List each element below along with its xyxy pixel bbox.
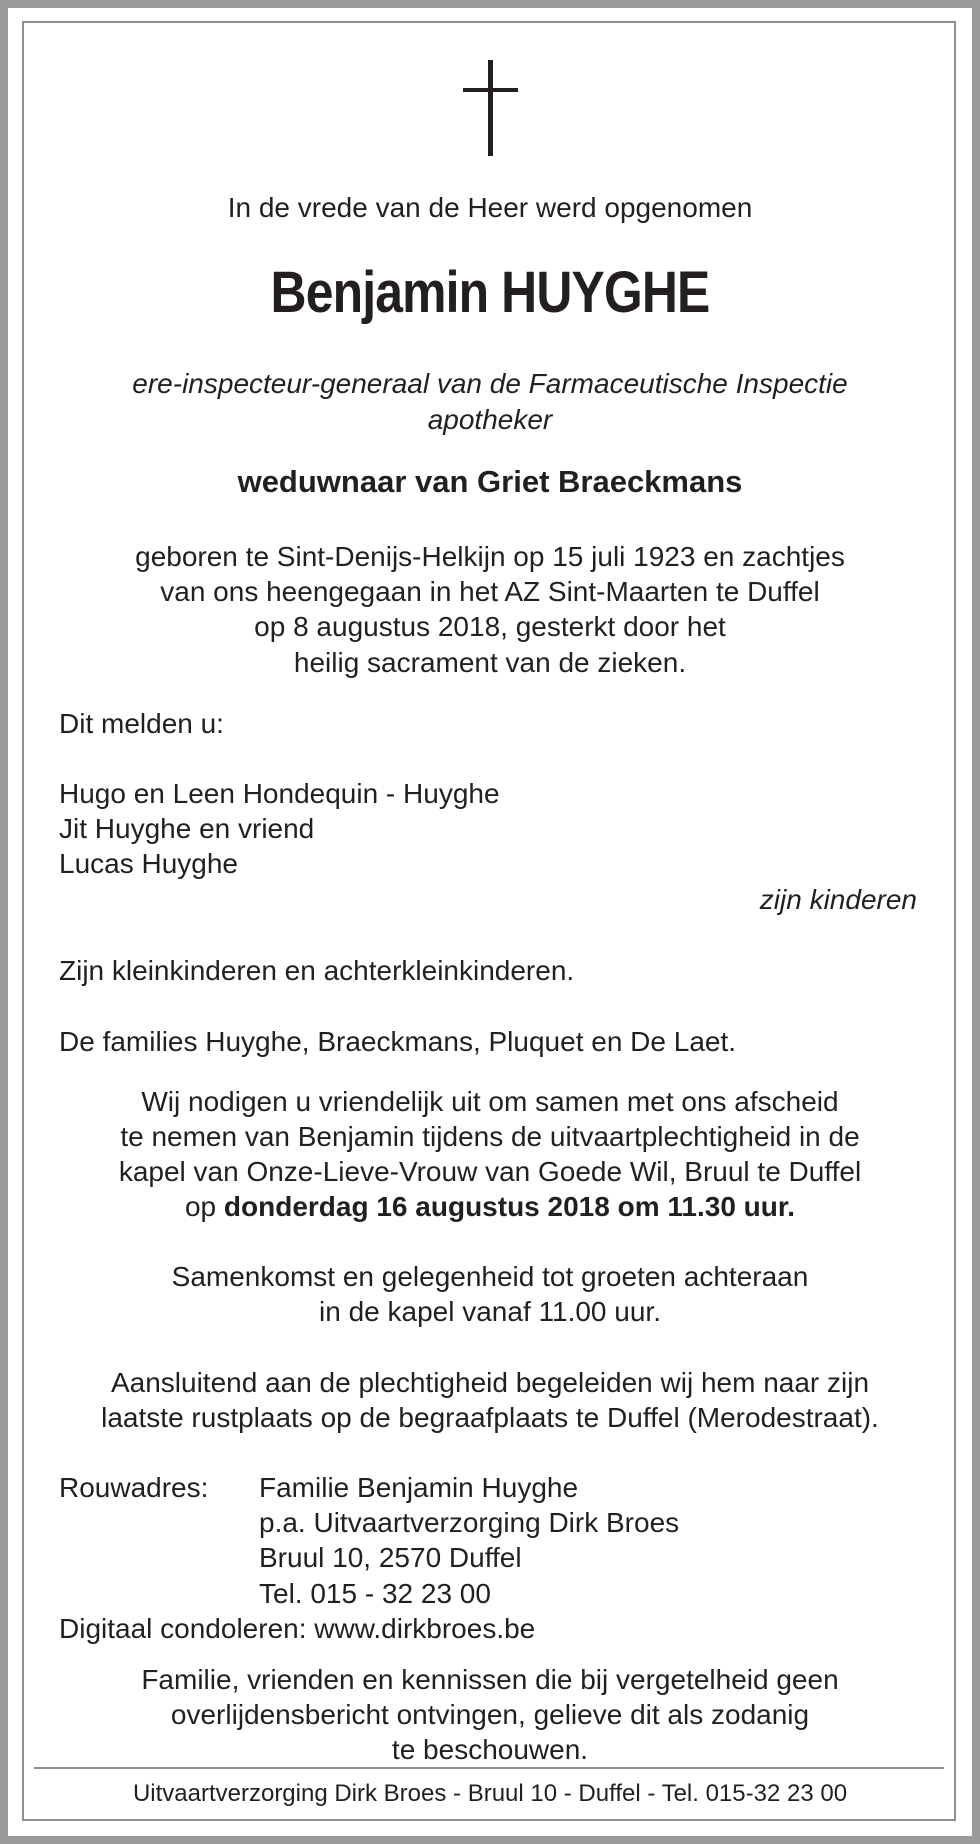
invitation-prefix: op xyxy=(184,1191,224,1222)
families-line: De families Huyghe, Braeckmans, Pluquet en De Laet. xyxy=(59,1026,737,1057)
birth-line: op 8 augustus 2018, gesterkt door het xyxy=(254,611,726,642)
address-line: p.a. Uitvaartverzorging Dirk Broes xyxy=(259,1507,680,1538)
address-line: Familie Benjamin Huyghe xyxy=(259,1472,579,1503)
invitation-date-line xyxy=(0,1189,980,1224)
announce-text: Dit melden u: xyxy=(59,708,224,739)
grandchildren-line: Zijn kleinkinderen en achterkleinkinderen. xyxy=(59,955,575,986)
intro-text: In de vrede van de Heer werd opgenomen xyxy=(227,192,753,223)
condolence-line: Digitaal condoleren: www.dirkbroes.be xyxy=(59,1613,536,1644)
widower-line: weduwnaar van Griet Braeckmans xyxy=(237,464,743,499)
deceased-name: Benjamin HUYGHE xyxy=(270,260,710,325)
birth-line: heilig sacrament van de zieken. xyxy=(293,647,687,678)
birth-line: geboren te Sint-Denijs-Helkijn op 15 juli 1923 en zachtjes xyxy=(135,541,845,572)
title-line: apotheker xyxy=(427,404,553,435)
burial-line: laatste rustplaats op de begraafplaats te Duffel (Merodestraat). xyxy=(101,1402,879,1433)
cross-icon xyxy=(0,48,980,158)
address-line: Bruul 10, 2570 Duffel xyxy=(259,1542,522,1573)
invitation-line: Wij nodigen u vriendelijk uit om samen met ons afscheid xyxy=(141,1086,839,1117)
address-line: Tel. 015 - 32 23 00 xyxy=(259,1578,491,1609)
footer-text: Uitvaartverzorging Dirk Broes - Bruul 10 - Duffel - Tel. 015-32 23 00 xyxy=(132,1780,848,1807)
invitation-line: kapel van Onze-Lieve-Vrouw van Goede Wil, Bruul te Duffel xyxy=(118,1156,862,1187)
notice-line: overlijdensbericht ontvingen, gelieve dit als zodanig xyxy=(170,1699,810,1730)
child-line: Jit Huyghe en vriend xyxy=(59,813,315,844)
gathering-line: Samenkomst en gelegenheid tot groeten achteraan xyxy=(171,1261,809,1292)
invitation-line: te nemen van Benjamin tijdens de uitvaartplechtigheid in de xyxy=(120,1121,860,1152)
notice-line: te beschouwen. xyxy=(391,1734,589,1765)
child-line: Hugo en Leen Hondequin - Huyghe xyxy=(59,778,500,809)
title-line: ere-inspecteur-generaal van de Farmaceutische Inspectie xyxy=(132,368,848,399)
birth-line: van ons heengegaan in het AZ Sint-Maarten te Duffel xyxy=(160,576,820,607)
children-label: zijn kinderen xyxy=(759,884,917,915)
child-line: Lucas Huyghe xyxy=(59,848,239,879)
invitation-date: donderdag 16 augustus 2018 om 11.30 uur. xyxy=(223,1191,796,1222)
gathering-line: in de kapel vanaf 11.00 uur. xyxy=(319,1296,661,1327)
notice-line: Familie, vrienden en kennissen die bij vergetelheid geen xyxy=(141,1664,839,1695)
footer-divider xyxy=(34,1767,944,1769)
burial-line: Aansluitend aan de plechtigheid begeleiden wij hem naar zijn xyxy=(110,1367,870,1398)
address-label: Rouwadres: xyxy=(59,1472,209,1503)
